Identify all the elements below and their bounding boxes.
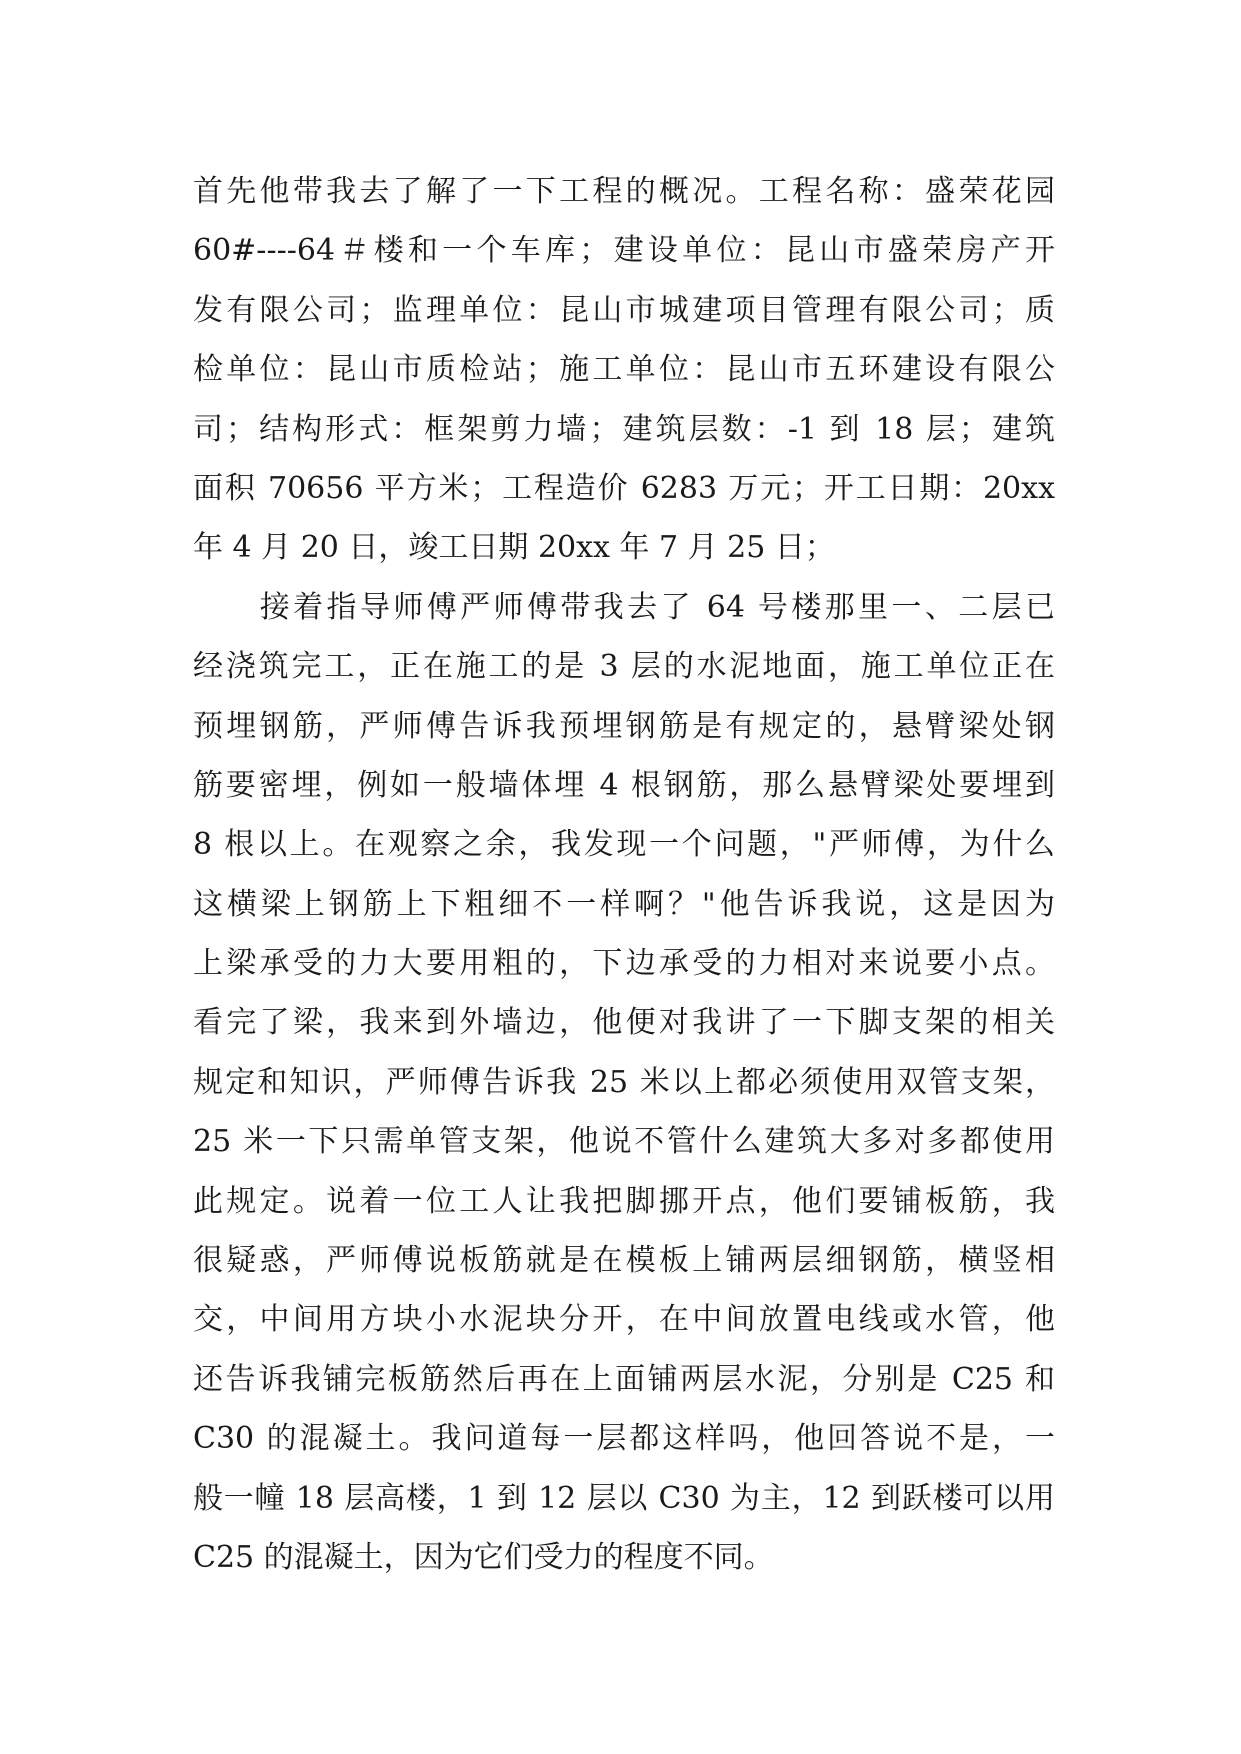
paragraph-project-overview: [193, 162, 1055, 578]
text-line: 接着指导师傅严师傅带我去了 64 号楼那里一、二层已: [193, 589, 1055, 625]
text-line: 60#----64＃楼和一个车库；建设单位：昆山市盛荣房产开: [193, 233, 1055, 269]
text-line: 看完了梁，我来到外墙边，他便对我讲了一下脚支架的相关: [193, 1005, 1055, 1041]
text-line: 检单位：昆山市质检站；施工单位：昆山市五环建设有限公: [193, 352, 1055, 388]
text-line: 发有限公司；监理单位：昆山市城建项目管理有限公司；质: [193, 292, 1055, 328]
paragraph-site-visit: [193, 578, 1055, 1588]
text-line: 上梁承受的力大要用粗的，下边承受的力相对来说要小点。: [193, 946, 1055, 982]
document-body: [193, 162, 1055, 1587]
text-line: 交，中间用方块小水泥块分开，在中间放置电线或水管，他: [193, 1302, 1055, 1338]
text-line: 年 4 月 20 日，竣工日期 20xx 年 7 月 25 日；: [193, 530, 835, 566]
text-line: 筋要密埋，例如一般墙体埋 4 根钢筋，那么悬臂梁处要埋到: [193, 767, 1055, 803]
text-line: 预埋钢筋，严师傅告诉我预埋钢筋是有规定的，悬臂梁处钢: [193, 708, 1055, 744]
text-line: 这横梁上钢筋上下粗细不一样啊？"他告诉我说，这是因为: [193, 886, 1055, 922]
text-line: 25 米一下只需单管支架，他说不管什么建筑大多对多都使用: [193, 1124, 1055, 1160]
text-line: 还告诉我铺完板筋然后再在上面铺两层水泥，分别是 C25 和: [193, 1361, 1055, 1397]
text-line: C30 的混凝土。我问道每一层都这样吗，他回答说不是，一: [193, 1421, 1055, 1457]
text-line: 很疑惑，严师傅说板筋就是在模板上铺两层细钢筋，横竖相: [193, 1243, 1055, 1279]
text-line: C25 的混凝土，因为它们受力的程度不同。: [193, 1539, 774, 1575]
text-line: 般一幢 18 层高楼，1 到 12 层以 C30 为主，12 到跃楼可以用: [193, 1480, 1055, 1516]
text-line: 此规定。说着一位工人让我把脚挪开点，他们要铺板筋，我: [193, 1183, 1055, 1219]
text-line: 8 根以上。在观察之余，我发现一个问题，"严师傅，为什么: [193, 827, 1055, 863]
text-line: 经浇筑完工，正在施工的是 3 层的水泥地面，施工单位正在: [193, 649, 1055, 685]
text-line: 规定和知识，严师傅告诉我 25 米以上都必须使用双管支架，: [193, 1064, 1055, 1100]
text-line: 司；结构形式：框架剪力墙；建筑层数：-1 到 18 层；建筑: [193, 411, 1055, 447]
text-line: 首先他带我去了解了一下工程的概况。工程名称：盛荣花园: [193, 174, 1055, 209]
text-line: 面积 70656 平方米；工程造价 6283 万元；开工日期：20xx: [193, 470, 1055, 506]
